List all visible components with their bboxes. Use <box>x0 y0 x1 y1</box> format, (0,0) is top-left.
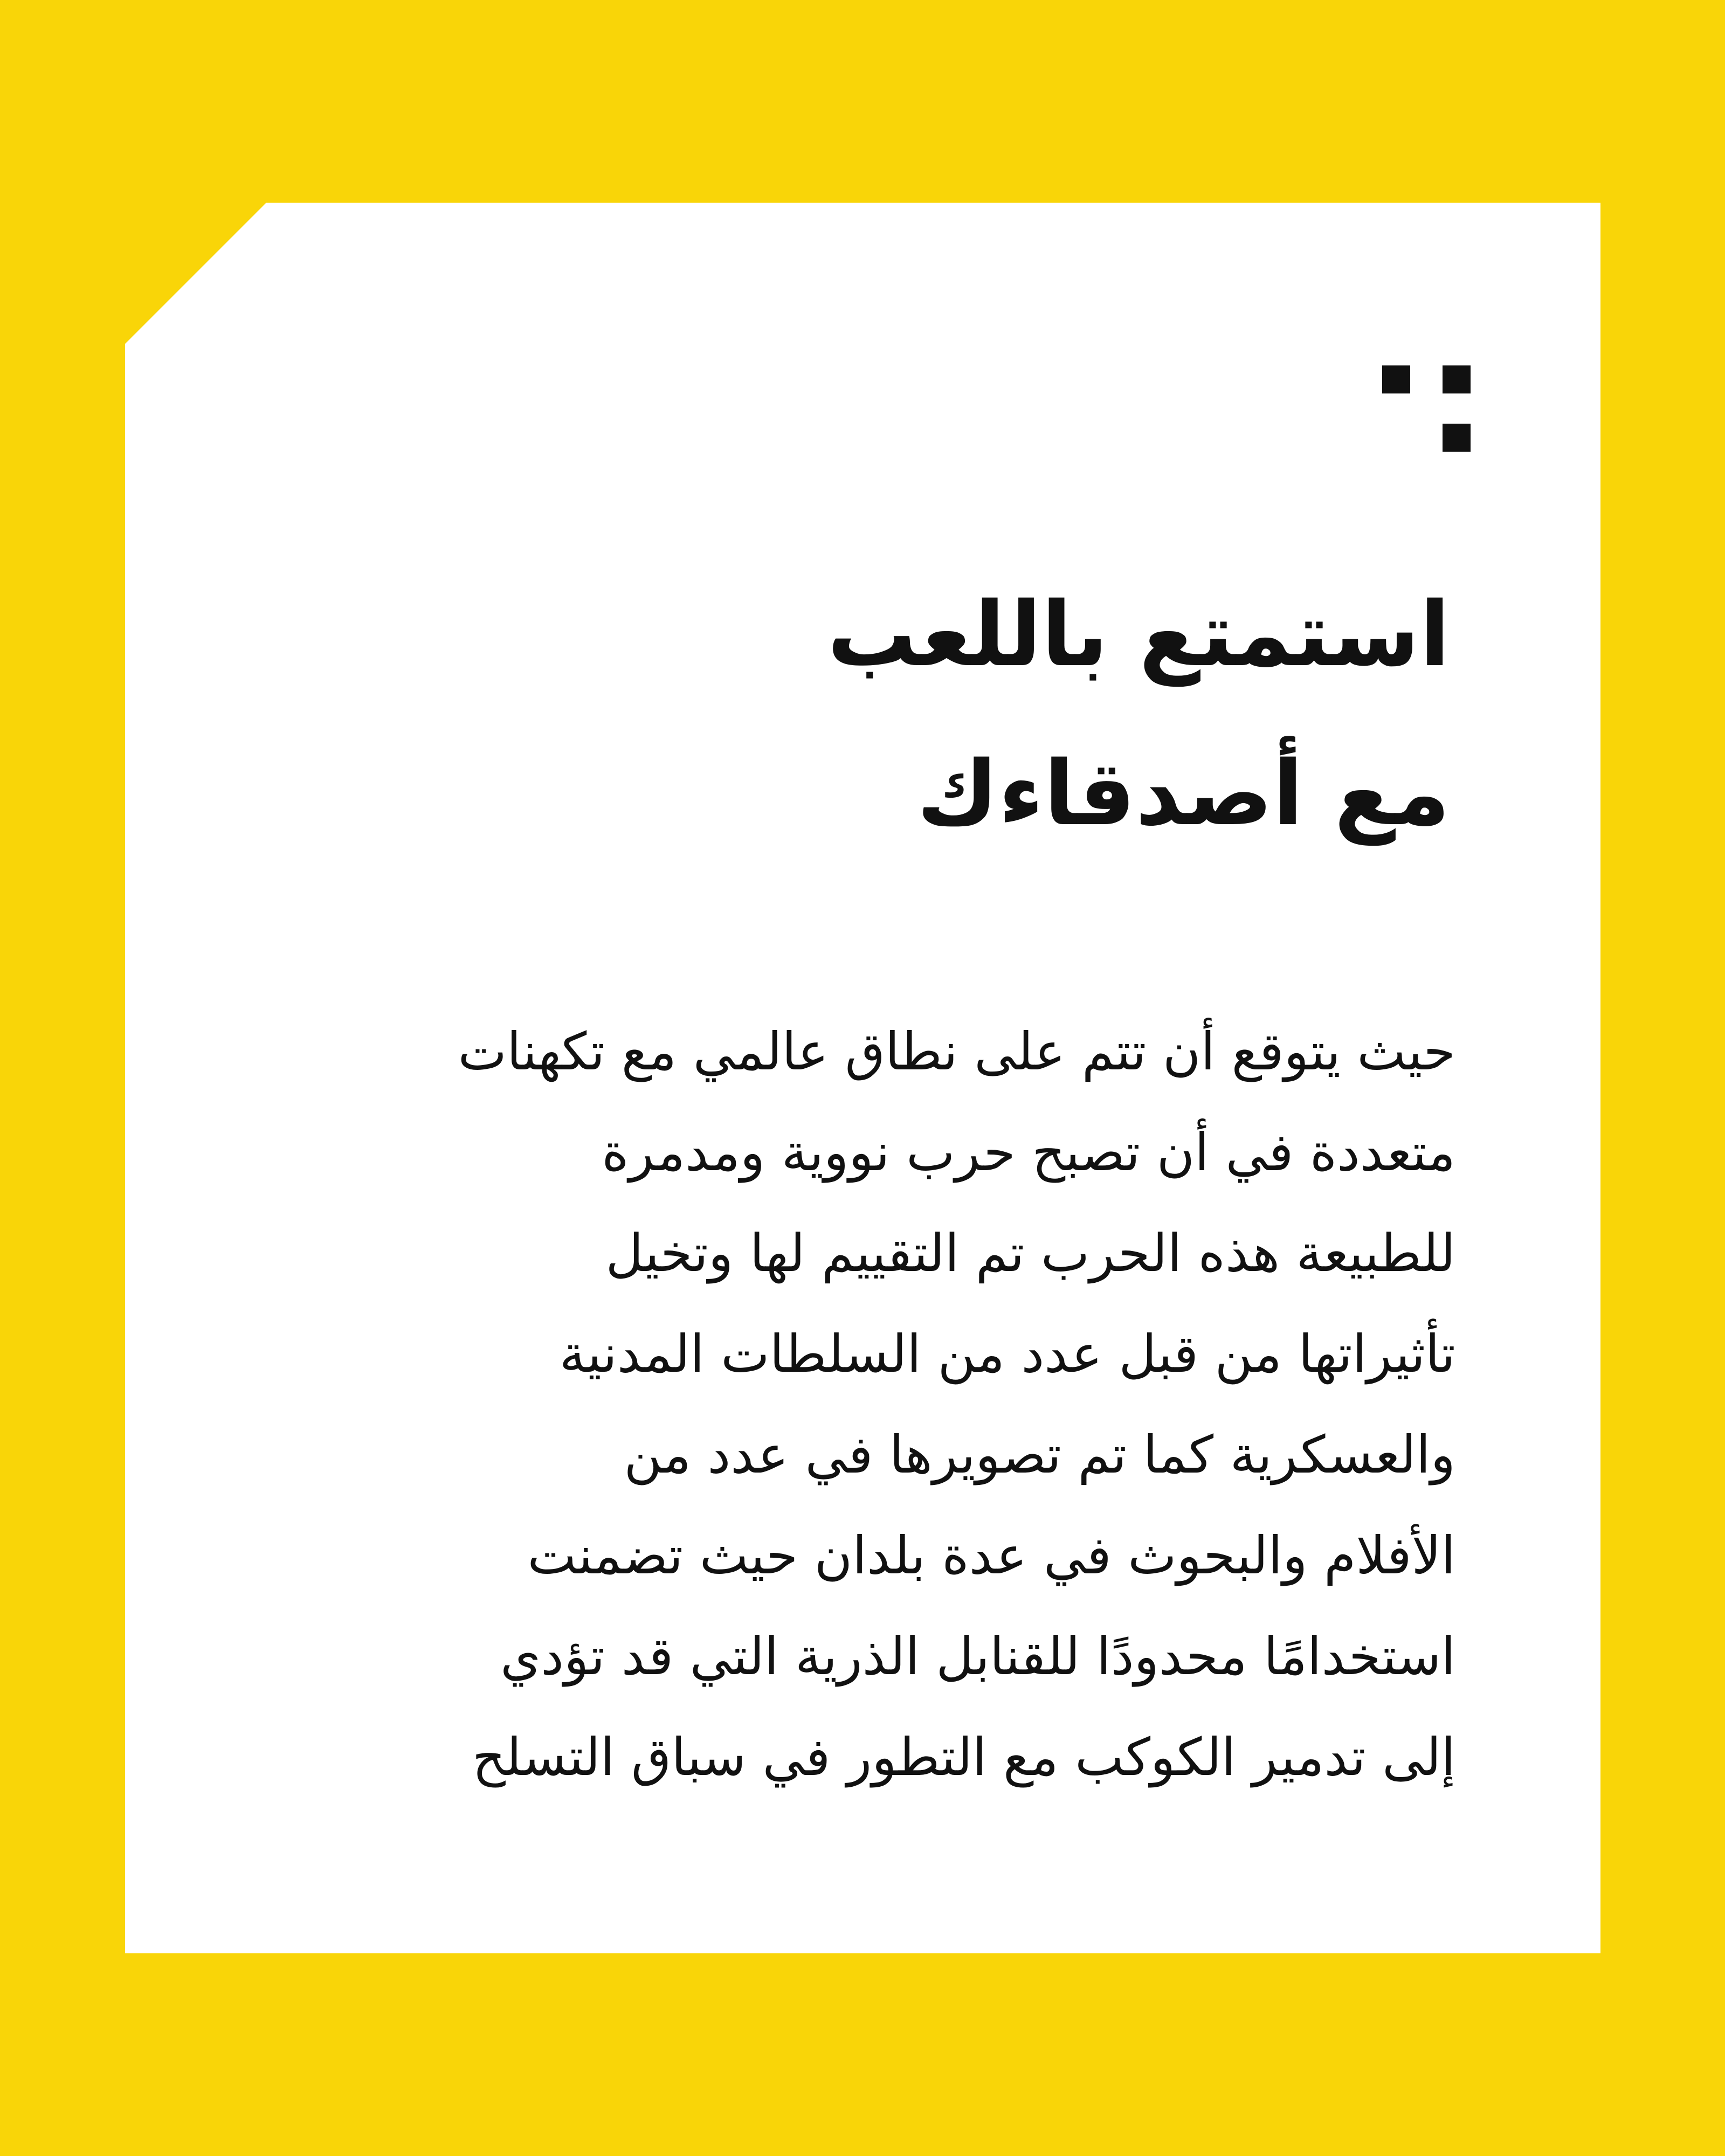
headline-line: استمتع باللعب <box>827 583 1450 686</box>
headline-line: مع أصدقاءك <box>916 742 1450 845</box>
body-paragraph <box>189 1001 1455 1808</box>
logo-dot <box>1382 365 1410 393</box>
body-line: الأفلام والبحوث في عدة بلدان حيث تضمنت <box>527 1525 1455 1586</box>
logo-dot <box>1443 424 1471 452</box>
body-line: حيث يتوقع أن تتم على نطاق عالمي مع تكهنات <box>458 1021 1455 1082</box>
body-line: إلى تدمير الكوكب مع التطور في سباق التسلح <box>472 1727 1455 1787</box>
logo-dot <box>1443 365 1471 393</box>
body-line: والعسكرية كما تم تصويرها في عدد من <box>624 1425 1455 1485</box>
dots-logo-icon <box>1382 365 1471 452</box>
body-line: للطبيعة هذه الحرب تم التقييم لها وتخيل <box>605 1223 1455 1283</box>
body-line: تأثيراتها من قبل عدد من السلطات المدنية <box>559 1324 1455 1384</box>
body-line: متعددة في أن تصبح حرب نووية ومدمرة <box>602 1122 1455 1183</box>
headline <box>588 555 1450 873</box>
body-line: استخدامًا محدودًا للقنابل الذرية التي قد تؤدي <box>500 1626 1455 1687</box>
